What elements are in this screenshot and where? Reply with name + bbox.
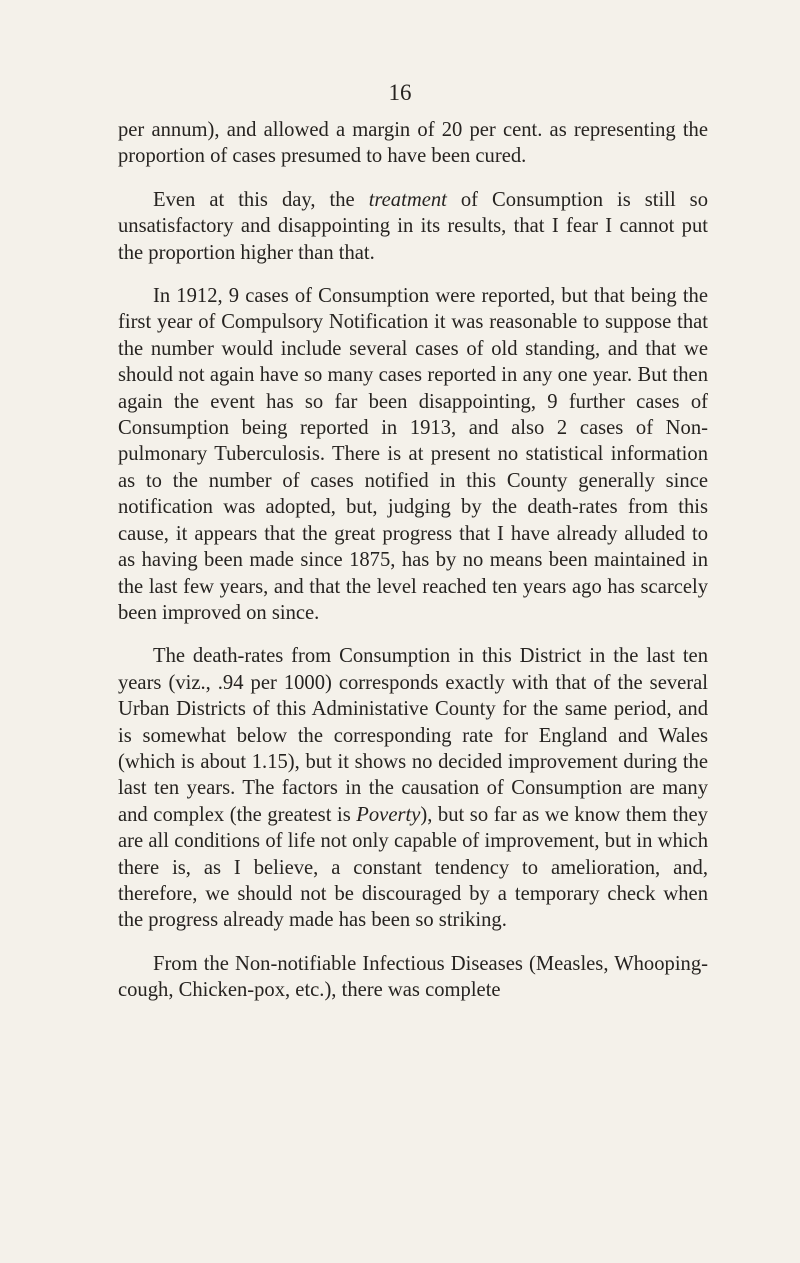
- paragraph-text-after: of Consumption is still so unsatisfactory and disappointing in its results, that I fear I cannot put the proportion higher than that.: [118, 188, 708, 264]
- paragraph-treatment: [118, 187, 708, 266]
- paragraph-text-before: Even at this day, the: [153, 188, 369, 211]
- paragraph-continuation: [118, 117, 708, 170]
- paragraph-text: From the Non-notifiable Infectious Diseases (Measles, Whooping-cough, Chicken-pox, etc.), there was complete: [118, 952, 708, 1002]
- paragraph-non-notifiable: [118, 951, 708, 1004]
- paragraph-text: In 1912, 9 cases of Consumption were reported, but that being the first year of Compulsory Notification it was reasonable to suppose that the number would include several cases of old standing, and that we should not again have so many cases reported in any one year. But then again the event has so far been disappointing, 9 further cases of Consumption being reported in 1913, and also 2 cases of Non-pulmonary Tuberculosis. There is at present no statistical information as to the number of cases notified in this County generally since notification was adopted, but, judging by the death-rates from this cause, it appears that the great progress that I have already alluded to as having been made since 1875, has by no means been maintained in the last few years, and that the level reached ten years ago has scarcely been improved on since.: [118, 285, 708, 624]
- paragraph-text-before: The death-rates from Consumption in this District in the last ten years (viz., .94 per 1000) corresponds exactly with that of the several Urban Districts of this Administative County for the same period, and is somewhat below the corresponding rate for England and Wales (which is about 1.15), but it shows no decided improvement during the last ten years. The factors in the causation of Consumption are many and complex (the greatest is: [118, 645, 708, 826]
- document-body: [118, 117, 708, 1021]
- emphasis-treatment: treatment: [368, 188, 447, 211]
- paragraph-1912-cases: [118, 283, 708, 626]
- paragraph-text-after: ), but so far as we know them they are all conditions of life not only capable of improvement, but in which there is, as I believe, a constant tendency to amelioration, and, therefore, we should not be discouraged by a temporary check when the progress already made has been so striking.: [118, 803, 708, 932]
- page-number: 16: [388, 80, 412, 105]
- emphasis-poverty: Poverty: [356, 803, 421, 826]
- paragraph-death-rates: [118, 643, 708, 933]
- paragraph-text: per annum), and allowed a margin of 20 per cent. as representing the proportion of cases presumed to have been cured.: [118, 119, 708, 168]
